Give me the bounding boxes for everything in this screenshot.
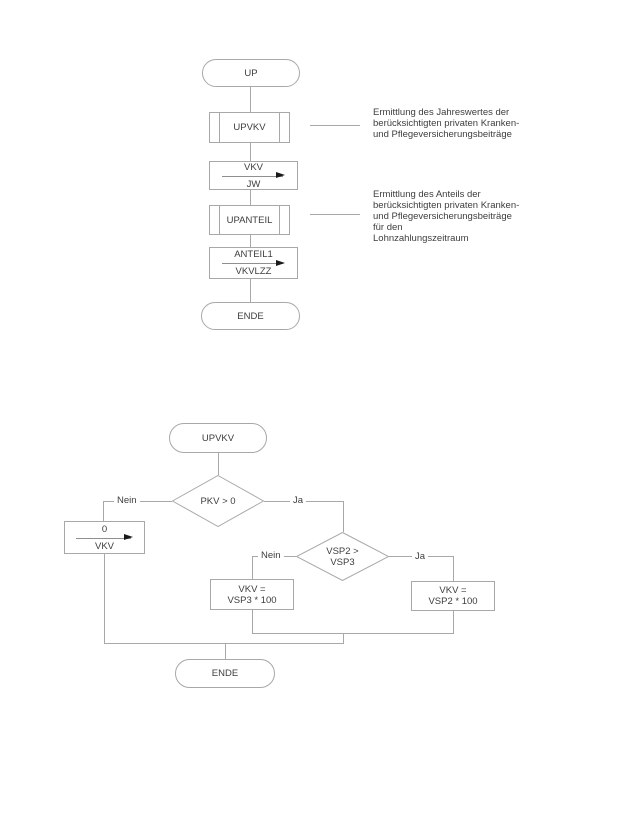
annotation-line: und Pflegeversicherungsbeiträge (373, 129, 512, 140)
terminator-upvkv-label: UPVKV (201, 432, 235, 444)
terminator-upvkv (169, 423, 267, 453)
assignment-zero-to-vkv (64, 521, 145, 554)
decision-vsp-line2: VSP3 (330, 556, 355, 568)
branch-label-nein: Nein (258, 550, 284, 561)
process-vkv-vsp3-line1: VKV = (238, 583, 266, 595)
process-vkv-vsp2 (411, 581, 495, 611)
connector-line (225, 643, 226, 659)
process-vkv-vsp2-line1: VKV = (439, 585, 467, 596)
assignment-target: JW (246, 178, 261, 190)
annotation-line: Lohnzahlungszeitraum (373, 233, 469, 244)
connector-line (343, 633, 344, 643)
assignment-target: VKV (94, 540, 114, 552)
assignment-line (76, 538, 131, 539)
connector-line (252, 610, 253, 633)
decision-vsp-line1: VSP2 > (326, 545, 359, 557)
process-upanteil-label: UPANTEIL (226, 214, 273, 226)
annotation-line: Ermittlung des Jahreswertes der (373, 107, 510, 118)
annotation-line: für den (373, 222, 403, 233)
process-vkv-vsp2-line2: VSP2 * 100 (428, 596, 478, 607)
annotation-line: berücksichtigten privaten Kranken- (373, 118, 520, 129)
process-upvkv-label: UPVKV (233, 122, 266, 133)
terminator-ende-bottom (175, 659, 275, 688)
connector-line (343, 501, 344, 532)
decision-vsp (296, 532, 389, 581)
annotation-line: und Pflegeversicherungsbeiträge (373, 211, 512, 222)
process-vkv-vsp3 (210, 579, 294, 610)
arrow-right-icon (276, 260, 285, 266)
terminator-ende-bottom-label: ENDE (211, 668, 239, 679)
assignment-value: 0 (101, 523, 108, 535)
decision-pkv (172, 475, 264, 527)
connector-line (218, 453, 219, 475)
arrow-right-icon (124, 534, 133, 540)
assignment-value: VKV (243, 161, 263, 173)
connector-line (103, 501, 104, 521)
process-vkv-vsp3-line2: VSP3 * 100 (227, 594, 277, 606)
terminator-up-label: UP (244, 67, 258, 79)
assignment-value: ANTEIL1 (234, 249, 273, 260)
branch-label-ja: Ja (412, 551, 428, 562)
connector-line (453, 611, 454, 633)
annotation-line: berücksichtigten privaten Kranken- (373, 200, 520, 211)
terminator-ende-top-label: ENDE (237, 310, 264, 322)
connector-line (453, 556, 454, 581)
connector-merge-line (252, 633, 454, 634)
assignment-line (222, 176, 283, 177)
branch-label-ja: Ja (290, 495, 306, 506)
arrow-right-icon (276, 172, 285, 178)
connector-line (104, 554, 105, 643)
decision-pkv-label: PKV > 0 (200, 495, 236, 507)
connector-line (252, 556, 253, 579)
connector-merge-line (104, 643, 344, 644)
assignment-target: VKVLZZ (235, 266, 272, 277)
branch-label-nein: Nein (114, 495, 140, 506)
annotation-line: Ermittlung des Anteils der (373, 189, 481, 200)
assignment-line (222, 263, 283, 264)
